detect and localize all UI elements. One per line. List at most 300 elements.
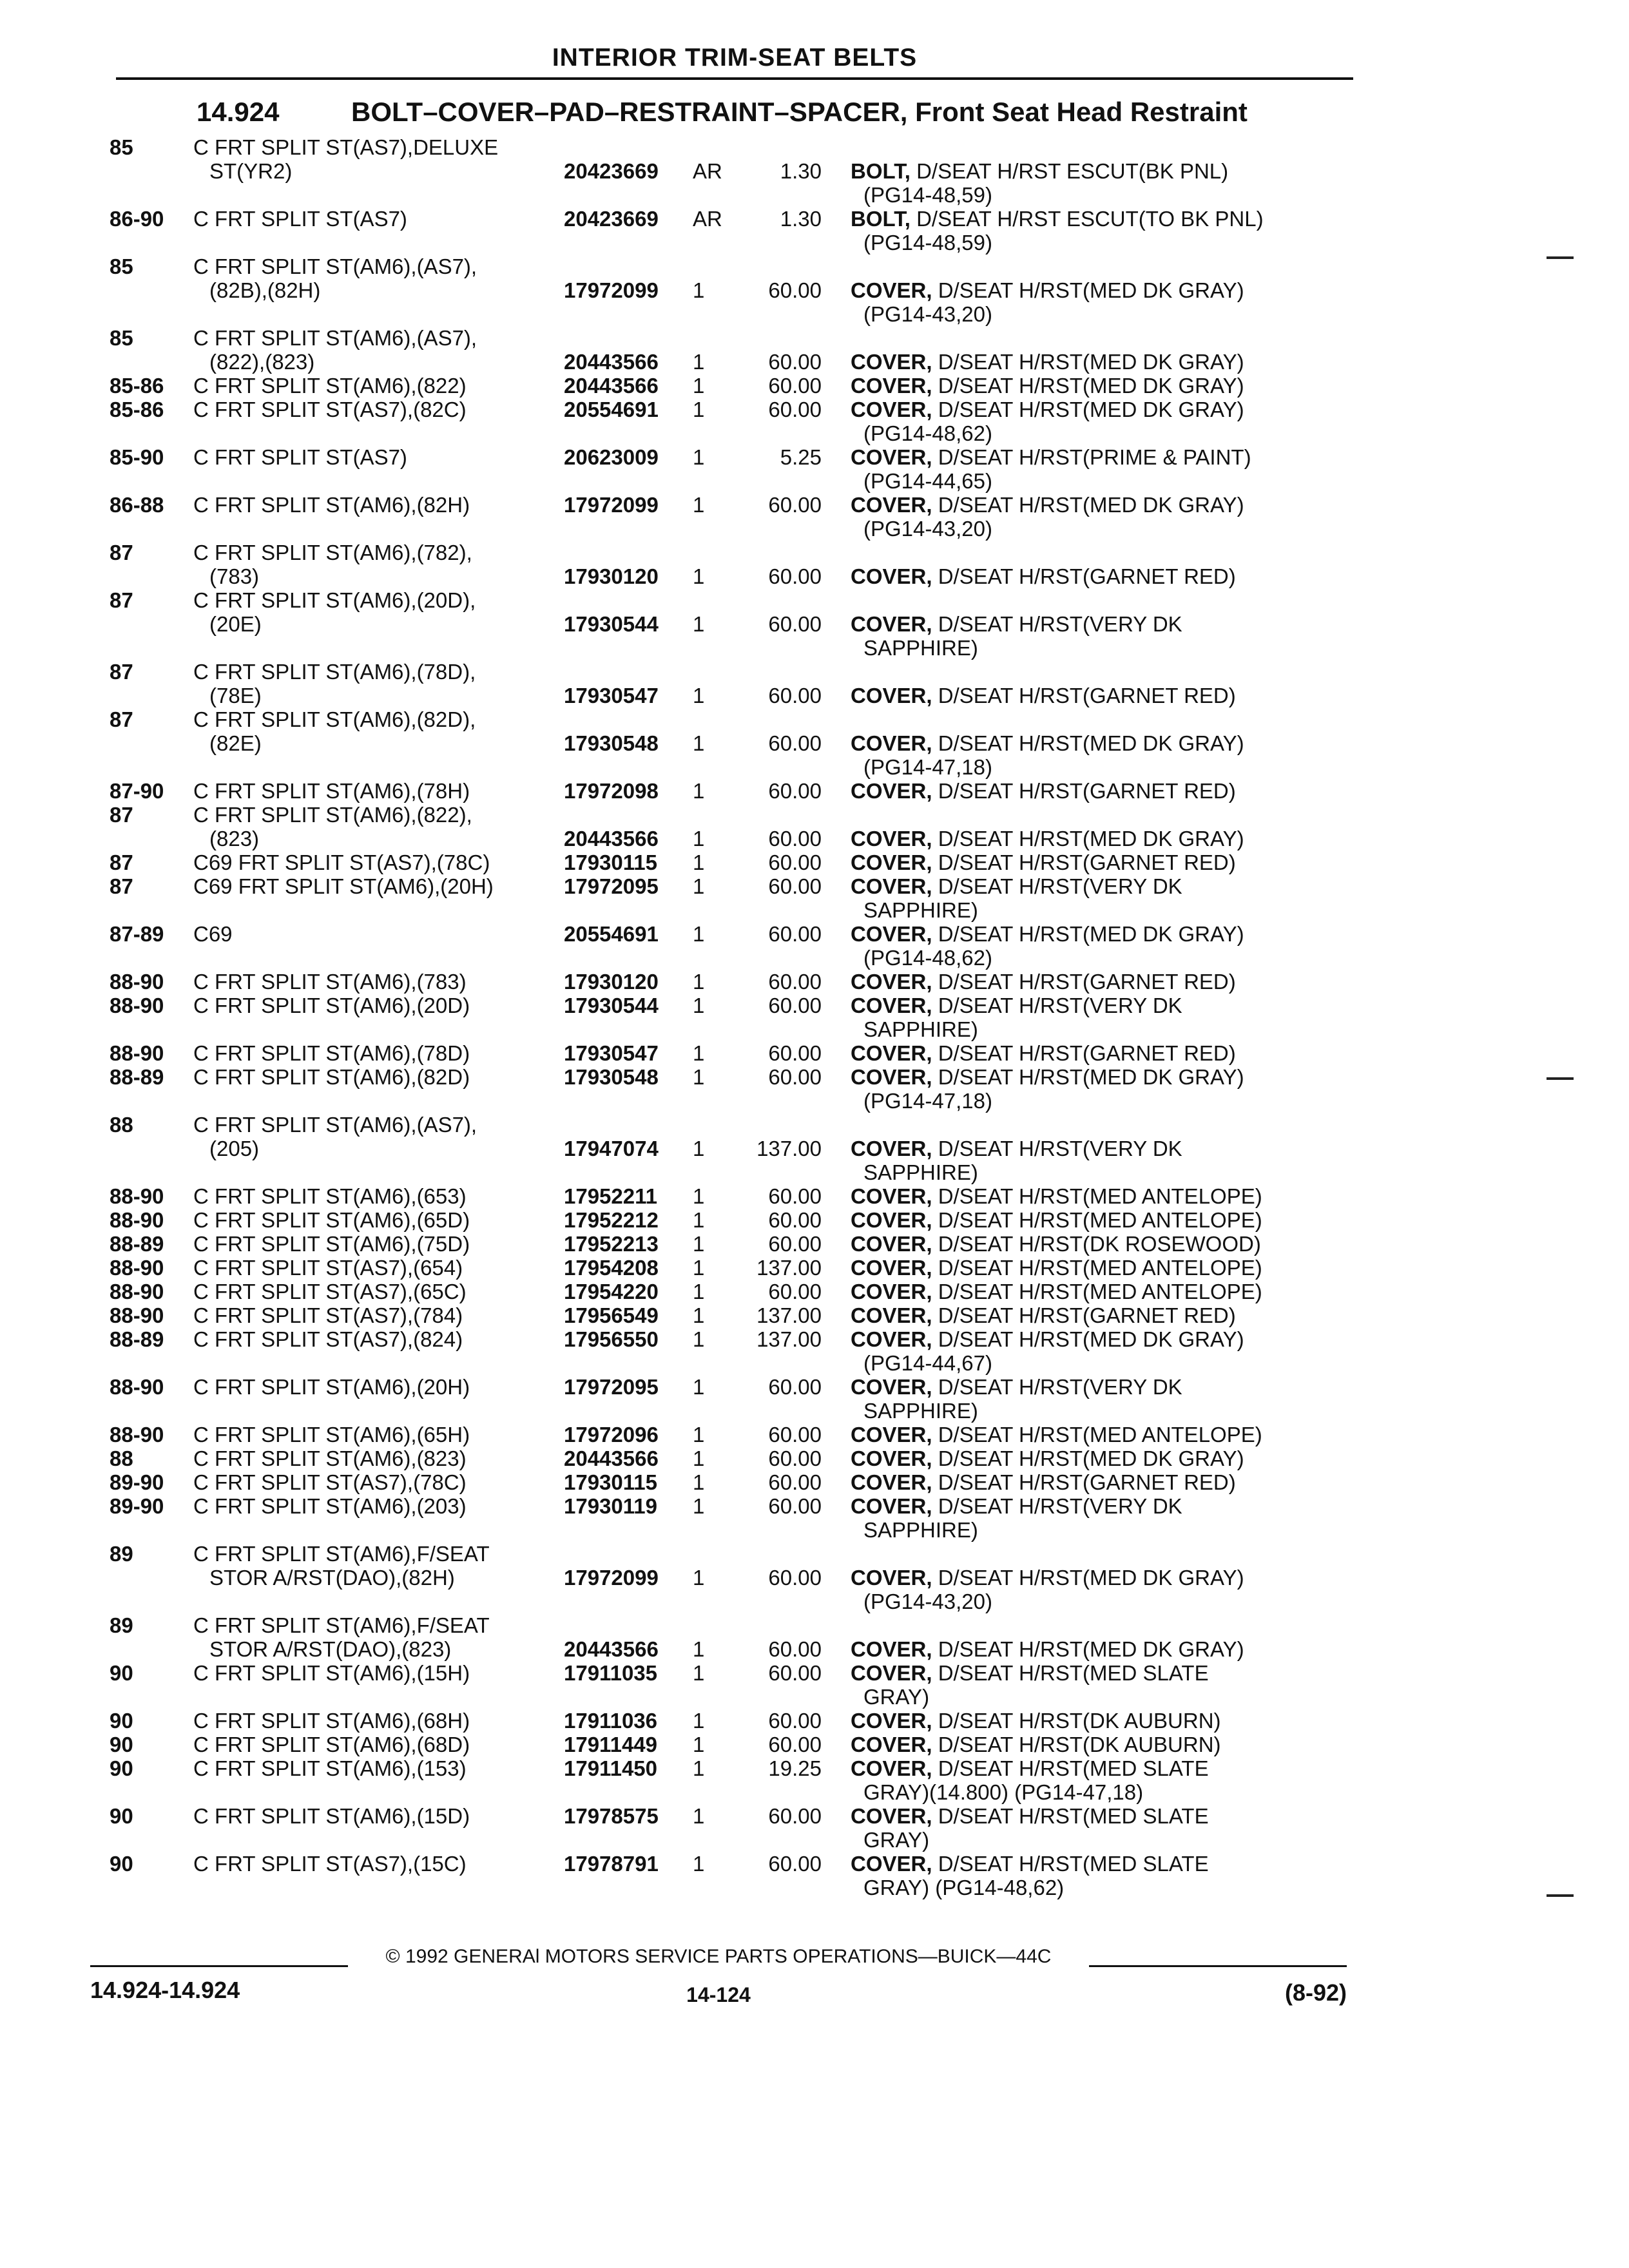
table-row	[110, 207, 1353, 255]
table-row	[110, 922, 1353, 970]
description	[847, 493, 1334, 541]
model-year: 88	[110, 1113, 133, 1137]
description-label: COVER,	[851, 874, 932, 898]
description-spacer	[932, 1494, 938, 1518]
price: 60.00	[768, 1446, 822, 1470]
price: 60.00	[768, 779, 822, 803]
description	[847, 1494, 1334, 1542]
price: 60.00	[768, 1470, 822, 1494]
price: 5.25	[780, 445, 822, 469]
description-continuation: GRAY)(14.800) (PG14-47,18)	[863, 1780, 1144, 1804]
part-number: 17972099	[564, 278, 659, 302]
description	[847, 1423, 1334, 1446]
model-year: 86-88	[110, 493, 164, 517]
description	[847, 1327, 1334, 1375]
model-year: 85-90	[110, 445, 164, 469]
description-label: COVER,	[851, 1494, 932, 1518]
description	[847, 1470, 1334, 1494]
usage-line: C FRT SPLIT ST(AS7),(78C)	[193, 1470, 467, 1494]
table-row	[110, 1613, 1353, 1661]
usage-line: (822),(823)	[209, 350, 315, 374]
description-label: COVER,	[851, 374, 932, 398]
description-spacer	[932, 350, 938, 374]
description-text: D/SEAT H/RST(GARNET RED)	[938, 779, 1236, 803]
description-continuation: (PG14-47,18)	[863, 755, 992, 779]
quantity: 1	[693, 1804, 705, 1828]
model-year: 89-90	[110, 1470, 164, 1494]
usage-text	[193, 1208, 564, 1232]
footer-section-range: 14.924-14.924	[90, 1977, 240, 2003]
price: 60.00	[768, 612, 822, 636]
usage-line: C FRT SPLIT ST(AM6),(68D)	[193, 1733, 470, 1756]
model-year: 90	[110, 1709, 133, 1733]
part-number: 17972098	[564, 779, 659, 803]
description-text: D/SEAT H/RST(MED ANTELOPE)	[938, 1423, 1262, 1446]
part-number: 17972099	[564, 1566, 659, 1590]
usage-line: C FRT SPLIT ST(AM6),(65H)	[193, 1423, 470, 1446]
table-row	[110, 135, 1353, 207]
part-number: 17911035	[564, 1661, 658, 1685]
model-year: 87	[110, 660, 133, 684]
description-spacer	[932, 850, 938, 874]
usage-line: C FRT SPLIT ST(AM6),(20D),	[193, 588, 476, 612]
usage-text	[193, 1661, 564, 1709]
description-label: COVER,	[851, 1375, 932, 1399]
table-row	[110, 874, 1353, 922]
price: 60.00	[768, 1208, 822, 1232]
description-continuation: GRAY) (PG14-48,62)	[863, 1876, 1065, 1899]
quantity: 1	[693, 684, 705, 707]
description-text: D/SEAT H/RST(PRIME & PAINT)	[938, 445, 1251, 469]
quantity: AR	[693, 207, 722, 231]
model-year: 90	[110, 1733, 133, 1756]
model-year: 88-89	[110, 1232, 164, 1256]
table-row	[110, 850, 1353, 874]
usage-text	[193, 1184, 564, 1208]
table-row	[110, 326, 1353, 374]
description-label: COVER,	[851, 445, 932, 469]
description-text: D/SEAT H/RST(MED DK GRAY)	[938, 1065, 1244, 1089]
model-year: 88-90	[110, 970, 164, 994]
description-continuation: SAPPHIRE)	[863, 1518, 978, 1542]
description-spacer	[932, 1232, 938, 1256]
description	[847, 135, 1334, 207]
description-spacer	[932, 874, 938, 898]
usage-text	[193, 922, 564, 970]
table-row	[110, 1303, 1353, 1327]
model-year: 87	[110, 850, 133, 874]
usage-text	[193, 1423, 564, 1446]
price: 60.00	[768, 1375, 822, 1399]
description-text: D/SEAT H/RST(MED DK GRAY)	[938, 278, 1244, 302]
description-label: COVER,	[851, 1065, 932, 1089]
usage-text	[193, 874, 564, 922]
table-row	[110, 970, 1353, 994]
usage-line: C FRT SPLIT ST(AM6),(78D)	[193, 1041, 470, 1065]
description	[847, 1208, 1334, 1232]
margin-mark	[1547, 1077, 1574, 1080]
part-number: 17972095	[564, 874, 659, 898]
usage-text	[193, 1804, 564, 1852]
description-spacer	[932, 970, 938, 994]
description-text: D/SEAT H/RST(MED SLATE	[938, 1804, 1209, 1828]
usage-line: C FRT SPLIT ST(AS7),(824)	[193, 1327, 463, 1351]
quantity: 1	[693, 1756, 705, 1780]
usage-text	[193, 135, 564, 207]
footer-page-number: 14-124	[686, 1983, 751, 2006]
price: 60.00	[768, 1804, 822, 1828]
model-year: 85	[110, 326, 133, 350]
table-row	[110, 1494, 1353, 1542]
table-row	[110, 541, 1353, 588]
price: 60.00	[768, 1661, 822, 1685]
description-text: D/SEAT H/RST(GARNET RED)	[938, 970, 1236, 994]
description-spacer	[932, 1852, 938, 1876]
description-label: COVER,	[851, 1303, 932, 1327]
part-number: 17930548	[564, 731, 659, 755]
description-label: COVER,	[851, 1137, 932, 1160]
description-label: COVER,	[851, 1041, 932, 1065]
description-spacer	[932, 1041, 938, 1065]
quantity: 1	[693, 374, 705, 398]
part-number: 20443566	[564, 1637, 659, 1661]
part-number: 17930119	[564, 1494, 658, 1518]
table-row	[110, 1208, 1353, 1232]
usage-text	[193, 445, 564, 493]
description-label: COVER,	[851, 684, 932, 707]
description-continuation: SAPPHIRE)	[863, 1399, 978, 1423]
description-label: COVER,	[851, 1852, 932, 1876]
quantity: 1	[693, 1637, 705, 1661]
description	[847, 1661, 1334, 1709]
part-number: 20443566	[564, 350, 659, 374]
description	[847, 994, 1334, 1041]
description-label: BOLT,	[851, 159, 911, 183]
table-row	[110, 445, 1353, 493]
part-number: 17911449	[564, 1733, 658, 1756]
price: 60.00	[768, 398, 822, 421]
quantity: 1	[693, 1733, 705, 1756]
description-label: COVER,	[851, 779, 932, 803]
description-spacer	[932, 1756, 938, 1780]
description-spacer	[932, 1184, 938, 1208]
model-year: 86-90	[110, 207, 164, 231]
price: 137.00	[757, 1327, 822, 1351]
price: 60.00	[768, 1852, 822, 1876]
description-text: D/SEAT H/RST(MED ANTELOPE)	[938, 1280, 1262, 1303]
table-row	[110, 493, 1353, 541]
description-label: COVER,	[851, 1280, 932, 1303]
description-text: D/SEAT H/RST(GARNET RED)	[938, 684, 1236, 707]
table-row	[110, 1256, 1353, 1280]
model-year: 85	[110, 255, 133, 278]
description-label: COVER,	[851, 922, 932, 946]
part-number: 20443566	[564, 827, 659, 850]
part-number: 17947074	[564, 1137, 659, 1160]
part-number: 17930548	[564, 1065, 659, 1089]
model-year: 87	[110, 707, 133, 731]
quantity: 1	[693, 1423, 705, 1446]
usage-line: C69 FRT SPLIT ST(AS7),(78C)	[193, 850, 490, 874]
description	[847, 707, 1334, 779]
description	[847, 374, 1334, 398]
table-row	[110, 1113, 1353, 1184]
description-spacer	[932, 1327, 938, 1351]
price: 60.00	[768, 1065, 822, 1089]
description	[847, 1113, 1334, 1184]
description-label: COVER,	[851, 1709, 932, 1733]
model-year: 88	[110, 1446, 133, 1470]
description-spacer	[932, 1733, 938, 1756]
usage-line: C FRT SPLIT ST(AM6),(68H)	[193, 1709, 470, 1733]
model-year: 87	[110, 874, 133, 898]
table-row	[110, 707, 1353, 779]
usage-line: C FRT SPLIT ST(AM6),(82H)	[193, 493, 470, 517]
description-label: COVER,	[851, 1232, 932, 1256]
model-year: 90	[110, 1804, 133, 1828]
model-year: 88-90	[110, 1184, 164, 1208]
usage-text	[193, 1756, 564, 1804]
price: 60.00	[768, 1184, 822, 1208]
description-text: D/SEAT H/RST(VERY DK	[938, 874, 1182, 898]
model-year: 87	[110, 803, 133, 827]
description-continuation: (PG14-43,20)	[863, 517, 992, 541]
description	[847, 255, 1334, 326]
quantity: 1	[693, 1041, 705, 1065]
description-text: D/SEAT H/RST(MED ANTELOPE)	[938, 1184, 1262, 1208]
usage-text	[193, 207, 564, 255]
usage-line: (20E)	[209, 612, 262, 636]
quantity: 1	[693, 1327, 705, 1351]
usage-line: C FRT SPLIT ST(AM6),(65D)	[193, 1208, 470, 1232]
part-number: 17952212	[564, 1208, 659, 1232]
description-text: D/SEAT H/RST ESCUT(BK PNL)	[916, 159, 1229, 183]
description-text: D/SEAT H/RST(MED DK GRAY)	[938, 1446, 1244, 1470]
price: 60.00	[768, 994, 822, 1017]
usage-text	[193, 398, 564, 445]
usage-line: C FRT SPLIT ST(AM6),(20D)	[193, 994, 470, 1017]
quantity: 1	[693, 827, 705, 850]
table-row	[110, 803, 1353, 850]
price: 60.00	[768, 970, 822, 994]
quantity: 1	[693, 1280, 705, 1303]
model-year: 90	[110, 1852, 133, 1876]
description-label: COVER,	[851, 1256, 932, 1280]
description-continuation: SAPPHIRE)	[863, 636, 978, 660]
part-number: 20623009	[564, 445, 659, 469]
description-label: COVER,	[851, 564, 932, 588]
description	[847, 1041, 1334, 1065]
description	[847, 660, 1334, 707]
part-number: 20554691	[564, 922, 659, 946]
quantity: 1	[693, 1303, 705, 1327]
description-label: COVER,	[851, 278, 932, 302]
description	[847, 1375, 1334, 1423]
usage-line: STOR A/RST(DAO),(823)	[209, 1637, 452, 1661]
usage-text	[193, 1303, 564, 1327]
part-number: 17911450	[564, 1756, 658, 1780]
description	[847, 445, 1334, 493]
description-label: COVER,	[851, 1756, 932, 1780]
description-spacer	[932, 1208, 938, 1232]
table-row	[110, 1184, 1353, 1208]
model-year: 88-90	[110, 1423, 164, 1446]
part-number: 17956550	[564, 1327, 659, 1351]
description	[847, 541, 1334, 588]
description-spacer	[932, 278, 938, 302]
part-number: 17930547	[564, 684, 659, 707]
price: 60.00	[768, 278, 822, 302]
description-text: D/SEAT H/RST(MED ANTELOPE)	[938, 1208, 1262, 1232]
quantity: 1	[693, 398, 705, 421]
description-text: D/SEAT H/RST(MED SLATE	[938, 1756, 1209, 1780]
price: 60.00	[768, 874, 822, 898]
description-label: COVER,	[851, 398, 932, 421]
usage-text	[193, 541, 564, 588]
usage-line: C FRT SPLIT ST(AM6),(78D),	[193, 660, 476, 684]
part-number: 17972096	[564, 1423, 659, 1446]
description-spacer	[932, 612, 938, 636]
description-text: D/SEAT H/RST(MED DK GRAY)	[938, 922, 1244, 946]
description-label: COVER,	[851, 1184, 932, 1208]
description-spacer	[932, 398, 938, 421]
part-number: 17952211	[564, 1184, 658, 1208]
description-text: D/SEAT H/RST(GARNET RED)	[938, 1303, 1236, 1327]
table-row	[110, 255, 1353, 326]
part-number: 17930120	[564, 564, 659, 588]
description	[847, 1184, 1334, 1208]
description-text: D/SEAT H/RST ESCUT(TO BK PNL)	[916, 207, 1264, 231]
table-row	[110, 1232, 1353, 1256]
usage-line: C FRT SPLIT ST(AS7)	[193, 207, 407, 231]
quantity: 1	[693, 350, 705, 374]
description-label: COVER,	[851, 994, 932, 1017]
description	[847, 588, 1334, 660]
part-number: 20554691	[564, 398, 659, 421]
part-number: 20443566	[564, 374, 659, 398]
quantity: 1	[693, 874, 705, 898]
section-number: 14.924	[197, 97, 280, 127]
description-label: COVER,	[851, 1446, 932, 1470]
description-spacer	[932, 1709, 938, 1733]
table-row	[110, 1280, 1353, 1303]
usage-text	[193, 1446, 564, 1470]
description-text: D/SEAT H/RST(MED DK GRAY)	[938, 731, 1244, 755]
description-text: D/SEAT H/RST(GARNET RED)	[938, 1470, 1236, 1494]
description-continuation: GRAY)	[863, 1685, 930, 1709]
usage-text	[193, 1470, 564, 1494]
model-year: 87-90	[110, 779, 164, 803]
description-label: COVER,	[851, 850, 932, 874]
usage-text	[193, 1375, 564, 1423]
description-spacer	[932, 1256, 938, 1280]
description	[847, 1446, 1334, 1470]
usage-line: ST(YR2)	[209, 159, 293, 183]
part-number: 17930547	[564, 1041, 659, 1065]
quantity: 1	[693, 1184, 705, 1208]
price: 60.00	[768, 493, 822, 517]
usage-text	[193, 660, 564, 707]
price: 60.00	[768, 374, 822, 398]
table-row	[110, 1709, 1353, 1733]
quantity: 1	[693, 1446, 705, 1470]
price: 60.00	[768, 922, 822, 946]
description-spacer	[932, 1065, 938, 1089]
price: 60.00	[768, 1494, 822, 1518]
model-year: 88-90	[110, 1375, 164, 1399]
description-text: D/SEAT H/RST(DK ROSEWOOD)	[938, 1232, 1261, 1256]
usage-text	[193, 1613, 564, 1661]
part-number: 17930115	[564, 850, 658, 874]
description	[847, 803, 1334, 850]
usage-line: C FRT SPLIT ST(AS7),(65C)	[193, 1280, 467, 1303]
description	[847, 779, 1334, 803]
usage-line: C FRT SPLIT ST(AM6),(153)	[193, 1756, 467, 1780]
description-text: D/SEAT H/RST(GARNET RED)	[938, 1041, 1236, 1065]
usage-line: (783)	[209, 564, 260, 588]
usage-line: C FRT SPLIT ST(AM6),(20H)	[193, 1375, 470, 1399]
description-spacer	[911, 207, 916, 231]
model-year: 88-89	[110, 1065, 164, 1089]
description-continuation: (PG14-43,20)	[863, 302, 992, 326]
description-continuation: GRAY)	[863, 1828, 930, 1852]
usage-line: C FRT SPLIT ST(AM6),(75D)	[193, 1232, 470, 1256]
table-row	[110, 1375, 1353, 1423]
description	[847, 1733, 1334, 1756]
description-spacer	[932, 779, 938, 803]
part-number: 17954220	[564, 1280, 659, 1303]
part-number: 20443566	[564, 1446, 659, 1470]
model-year: 87	[110, 541, 133, 564]
usage-line: (205)	[209, 1137, 260, 1160]
part-number: 17952213	[564, 1232, 659, 1256]
usage-line: (82B),(82H)	[209, 278, 321, 302]
description-continuation: (PG14-48,59)	[863, 231, 992, 255]
description-label: COVER,	[851, 350, 932, 374]
usage-text	[193, 493, 564, 541]
usage-line: C FRT SPLIT ST(AM6),(82D)	[193, 1065, 470, 1089]
part-number: 17956549	[564, 1303, 659, 1327]
usage-line: C FRT SPLIT ST(AM6),(15H)	[193, 1661, 470, 1685]
quantity: 1	[693, 1470, 705, 1494]
usage-text	[193, 1327, 564, 1375]
quantity: AR	[693, 159, 722, 183]
description	[847, 1613, 1334, 1661]
usage-line: C FRT SPLIT ST(AM6),(AS7),	[193, 255, 477, 278]
quantity: 1	[693, 1852, 705, 1876]
price: 60.00	[768, 827, 822, 850]
usage-line: C FRT SPLIT ST(AM6),(653)	[193, 1184, 467, 1208]
usage-text	[193, 1041, 564, 1065]
price: 60.00	[768, 1280, 822, 1303]
table-row	[110, 1733, 1353, 1756]
usage-line: C FRT SPLIT ST(AM6),(78H)	[193, 779, 470, 803]
description-text: D/SEAT H/RST(MED DK GRAY)	[938, 1637, 1244, 1661]
usage-line: C FRT SPLIT ST(AS7)	[193, 445, 407, 469]
description-text: D/SEAT H/RST(MED DK GRAY)	[938, 827, 1244, 850]
table-row	[110, 660, 1353, 707]
description-text: D/SEAT H/RST(VERY DK	[938, 1494, 1182, 1518]
description-text: D/SEAT H/RST(VERY DK	[938, 1137, 1182, 1160]
usage-line: C FRT SPLIT ST(AM6),(AS7),	[193, 1113, 477, 1137]
part-number: 17954208	[564, 1256, 659, 1280]
quantity: 1	[693, 922, 705, 946]
model-year: 85-86	[110, 398, 164, 421]
footer-copyright: © 1992 GENERAl MOTORS SERVICE PARTS OPERATIONS—BUICK—44C	[385, 1946, 1052, 1967]
usage-text	[193, 1542, 564, 1613]
price: 60.00	[768, 1733, 822, 1756]
usage-line: C FRT SPLIT ST(AS7),DELUXE	[193, 135, 499, 159]
